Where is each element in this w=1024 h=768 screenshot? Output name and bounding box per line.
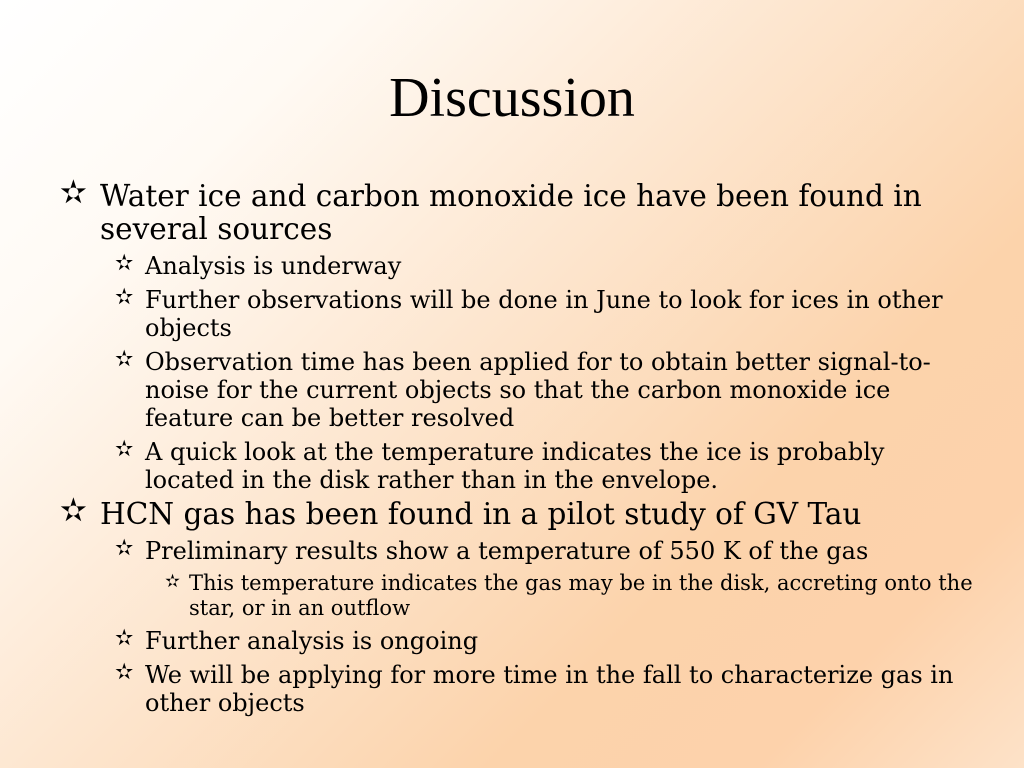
- list-item: [165, 571, 980, 621]
- list-item-text: HCN gas has been found in a pilot study of GV Tau: [100, 497, 862, 531]
- star-bullet-icon: ✫: [115, 660, 134, 685]
- list-item: [60, 491, 980, 531]
- list-item: [115, 347, 980, 432]
- list-item: [115, 437, 980, 494]
- star-bullet-icon: ✫: [115, 536, 134, 561]
- list-item-text: A quick look at the temperature indicates the ice is probably located in the disk rather than in the envelope.: [145, 438, 885, 494]
- list-item: [60, 173, 980, 246]
- star-bullet-icon: ✫: [115, 347, 134, 372]
- list-item-text: This temperature indicates the gas may be in the disk, accreting onto the star, or in an outflow: [189, 571, 973, 620]
- list-item: [115, 536, 980, 565]
- list-item-text: We will be applying for more time in the fall to characterize gas in other objects: [145, 661, 954, 717]
- slide-title: Discussion: [389, 67, 635, 129]
- list-item-text: Preliminary results show a temperature of 550 K of the gas: [145, 537, 869, 565]
- list-item-text: Further observations will be done in June to look for ices in other objects: [145, 286, 943, 342]
- star-bullet-icon: ✫: [115, 437, 134, 462]
- list-item: [115, 660, 980, 717]
- star-bullet-icon: ✫: [115, 626, 134, 651]
- list-item-text: Water ice and carbon monoxide ice have been found in several sources: [100, 179, 922, 246]
- list-item-text: Analysis is underway: [145, 252, 402, 280]
- star-bullet-icon: ✫: [165, 571, 181, 592]
- list-item: [115, 626, 980, 655]
- list-item-text: Further analysis is ongoing: [145, 627, 479, 655]
- list-item: [115, 251, 980, 280]
- star-bullet-icon: ✫: [60, 173, 87, 211]
- list-item-text: Observation time has been applied for to obtain better signal-to-noise for the current objects so that the carbon monoxide ice feature can be better resolved: [145, 348, 931, 432]
- star-bullet-icon: ✫: [115, 285, 134, 310]
- bullet-list: [60, 173, 980, 717]
- list-item: [115, 285, 980, 342]
- star-bullet-icon: ✫: [115, 251, 134, 276]
- star-bullet-icon: ✫: [60, 491, 87, 529]
